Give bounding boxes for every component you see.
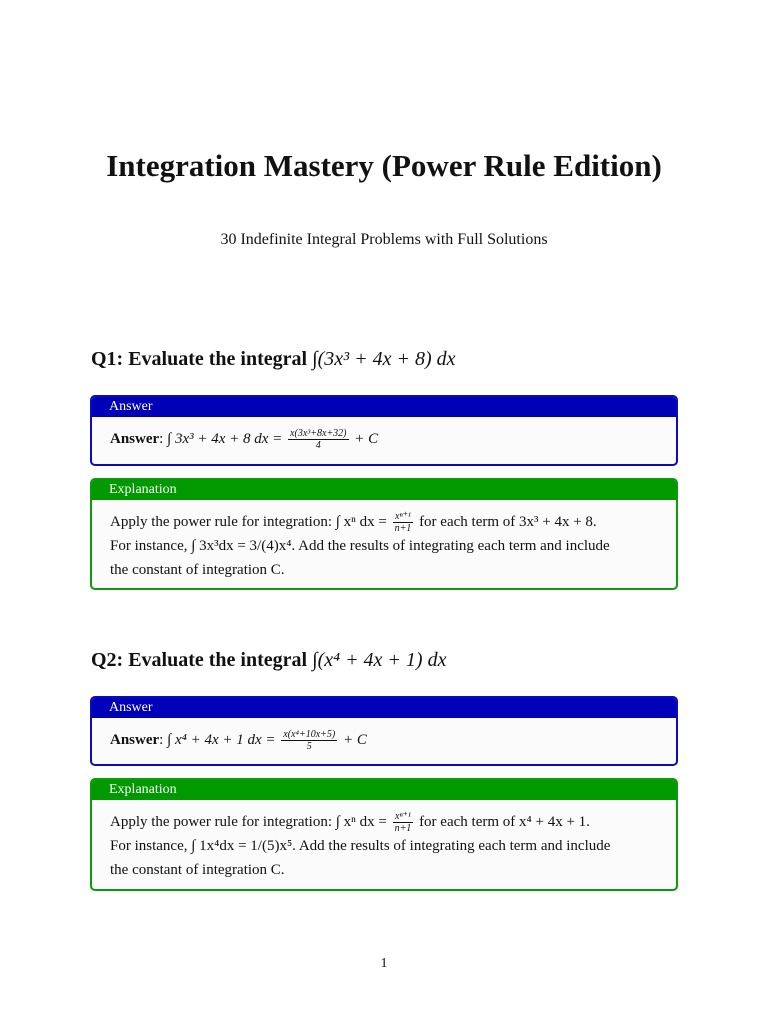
power-rule-fraction [393,511,414,534]
question-integral: ∫(x⁴ + 4x + 1) dx [312,649,447,671]
answer-fraction [288,428,348,451]
explanation-line-2: For instance, ∫ 1x⁴dx = 1/(5)x⁵. Add the results of integrating each term and include [110,838,611,855]
answer-box-body: Answer: ∫ 3x³ + 4x + 8 dx = $\frac{\text{x(3x³+8x+32)}}{4}$ + C [110,428,379,452]
document-subtitle: 30 Indefinite Integral Problems with Full Solutions [220,231,548,248]
answer-box-body: Answer: ∫ x⁴ + 4x + 1 dx = $\frac{\text{x(x⁴+10x+5)}}{5}$ + C [110,729,367,753]
power-rule-numerator: xⁿ⁺¹ [393,511,414,523]
answer-box-1 [90,395,678,466]
explanation-line-1a: Apply the power rule for integration: ∫ xⁿ dx = [110,514,387,530]
power-rule-denominator: n+1 [394,523,412,535]
answer-tail: + C [342,732,367,748]
page-number: 1 [380,956,388,971]
power-rule-numerator: xⁿ⁺¹ [393,811,414,823]
explanation-box-1 [90,478,678,590]
question-prompt: Evaluate the integral [128,348,308,370]
explanation-box-header: Explanation [92,480,676,500]
answer-label: Answer [110,431,160,447]
document-title: Integration Mastery (Power Rule Edition) [106,148,662,183]
answer-box-header: Answer [92,698,676,718]
explanation-line-1b: for each term of x⁴ + 4x + 1. [419,814,590,830]
explanation-box-header: Explanation [92,780,676,800]
answer-numerator: x(x⁴+10x+5) [283,729,336,741]
answer-tail: + C [354,431,379,447]
explanation-box-body [92,800,676,890]
power-rule-denominator: n+1 [394,823,412,835]
answer-numerator: x(3x³+8x+32) [290,428,347,440]
answer-box-2 [90,696,678,766]
answer-denominator: 4 [315,440,321,452]
answer-fraction [281,729,337,752]
answer-label: Answer [110,732,160,748]
explanation-line-1b: for each term of 3x³ + 4x + 8. [419,514,597,530]
question-1-heading [91,348,456,371]
answer-lhs: ∫ 3x³ + 4x + 8 dx = [167,431,283,447]
power-rule-fraction [393,811,414,834]
question-integral: ∫(3x³ + 4x + 8) dx [312,348,456,370]
explanation-line-3: the constant of integration C. [110,862,285,879]
answer-denominator: 5 [306,741,312,753]
question-2-heading [91,649,446,672]
question-label: Q2: [91,649,124,671]
explanation-line-1a: Apply the power rule for integration: ∫ xⁿ dx = [110,814,387,830]
explanation-line-3: the constant of integration C. [110,562,285,579]
explanation-box-2 [90,778,678,891]
question-prompt: Evaluate the integral [128,649,308,671]
answer-box-header: Answer [92,397,676,417]
answer-lhs: ∫ x⁴ + 4x + 1 dx = [167,732,276,748]
explanation-box-body [92,500,676,590]
question-label: Q1: [91,348,124,370]
explanation-line-2: For instance, ∫ 3x³dx = 3/(4)x⁴. Add the results of integrating each term and include [110,538,610,555]
